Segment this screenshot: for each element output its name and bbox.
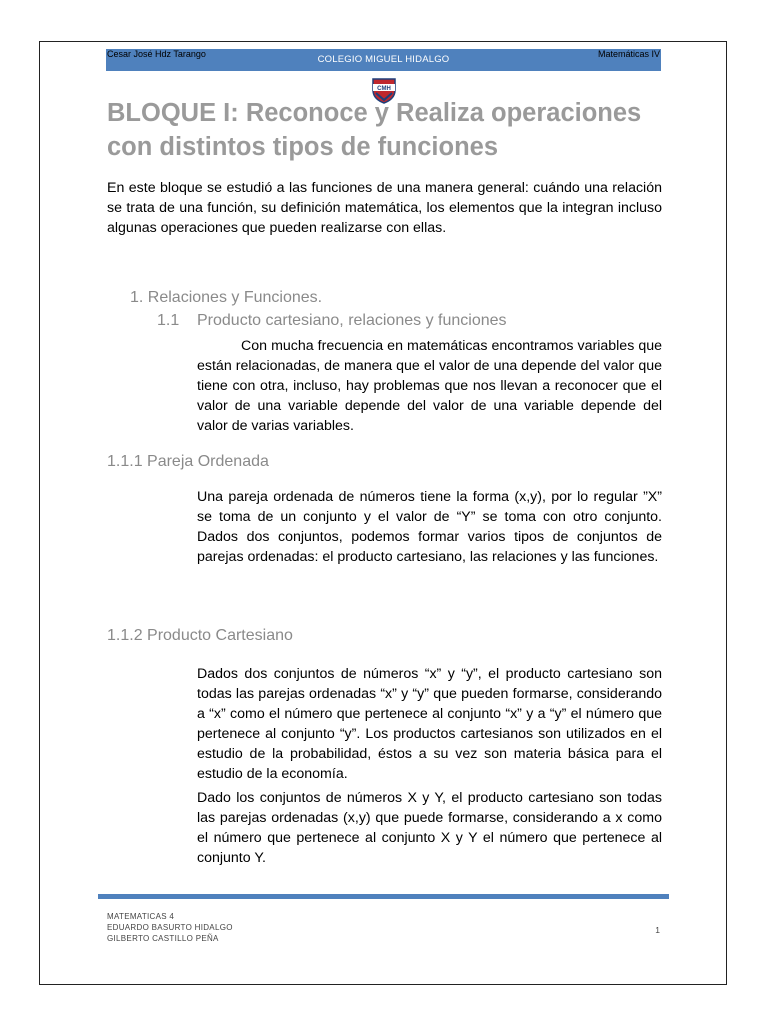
footer-author-1: EDUARDO BASURTO HIDALGO <box>107 923 233 932</box>
page-number: 1 <box>655 925 660 935</box>
footer-course: MATEMATICAS 4 <box>107 912 175 921</box>
intro-paragraph: En este bloque se estudió a las funciones de una manera general: cuándo una relación se trata de una función, su definición matemática, los elementos que la integran incluso algunas operaciones que pueden realizarse con ellas. <box>107 180 662 236</box>
footer-author-2: GILBERTO CASTILLO PEÑA <box>107 934 219 943</box>
section-heading-producto-cartesiano: 1.1.2 Producto Cartesiano <box>107 627 293 644</box>
paragraph-relaciones: Con mucha frecuencia en matemáticas encontramos variables que están relacionadas, de manera que el valor de una depende del valor que tiene con otra, incluso, hay problemas que nos llevan a reconocer que el valor de una variable depende del valor de una variable depende del valor de varias variables. <box>197 338 662 434</box>
paragraph-pareja-ordenada: Una pareja ordenada de números tiene la forma (x,y), por lo regular ”X” se toma de un conjunto y el valor de “Y” se toma con otro conjunto. Dados dos conjuntos, podemos formar varios tipos de conjuntos de parejas ordenadas: el producto cartesiano, las relaciones y las funciones. <box>197 489 662 565</box>
header-author: Cesar José Hdz Tarango <box>107 49 206 59</box>
crest-lettering: CMH <box>377 86 391 92</box>
page-title: BLOQUE I: Reconoce y Realiza operaciones con distintos tipos de funciones <box>107 99 642 161</box>
paragraph-producto-cartesiano-2: Dado los conjuntos de números X y Y, el producto cartesiano son todas las parejas ordenadas (x,y) que puede formarse, considerando a x como el número que pertenece al conjunto X y Y el número que pertenece al conjunto Y. <box>197 790 662 866</box>
subsection-number: 1.1 <box>157 312 180 329</box>
section-heading-relaciones: 1. Relaciones y Funciones. <box>130 289 323 306</box>
subsection-heading-producto <box>157 312 507 330</box>
section-heading-pareja-ordenada: 1.1.1 Pareja Ordenada <box>107 453 269 470</box>
footer-bar <box>98 894 669 899</box>
header-school: COLEGIO MIGUEL HIDALGO <box>317 54 450 65</box>
header-subject: Matemáticas IV <box>597 49 660 59</box>
subsection-title: Producto cartesiano, relaciones y funciones <box>197 312 507 329</box>
paragraph-producto-cartesiano-1: Dados dos conjuntos de números “x” y “y”, el producto cartesiano son todas las parejas ordenadas “x” y “y” que pueden formarse, considerando a “x” como el número que pertenece al conjunto “x” y a “y” el número que pertenece al conjunto “y”. Los productos cartesianos son utilizados en el estudio de la probabilidad, éstos a su vez son materia básica para el estudio de la economía. <box>197 666 662 782</box>
footer-authors <box>107 911 233 944</box>
